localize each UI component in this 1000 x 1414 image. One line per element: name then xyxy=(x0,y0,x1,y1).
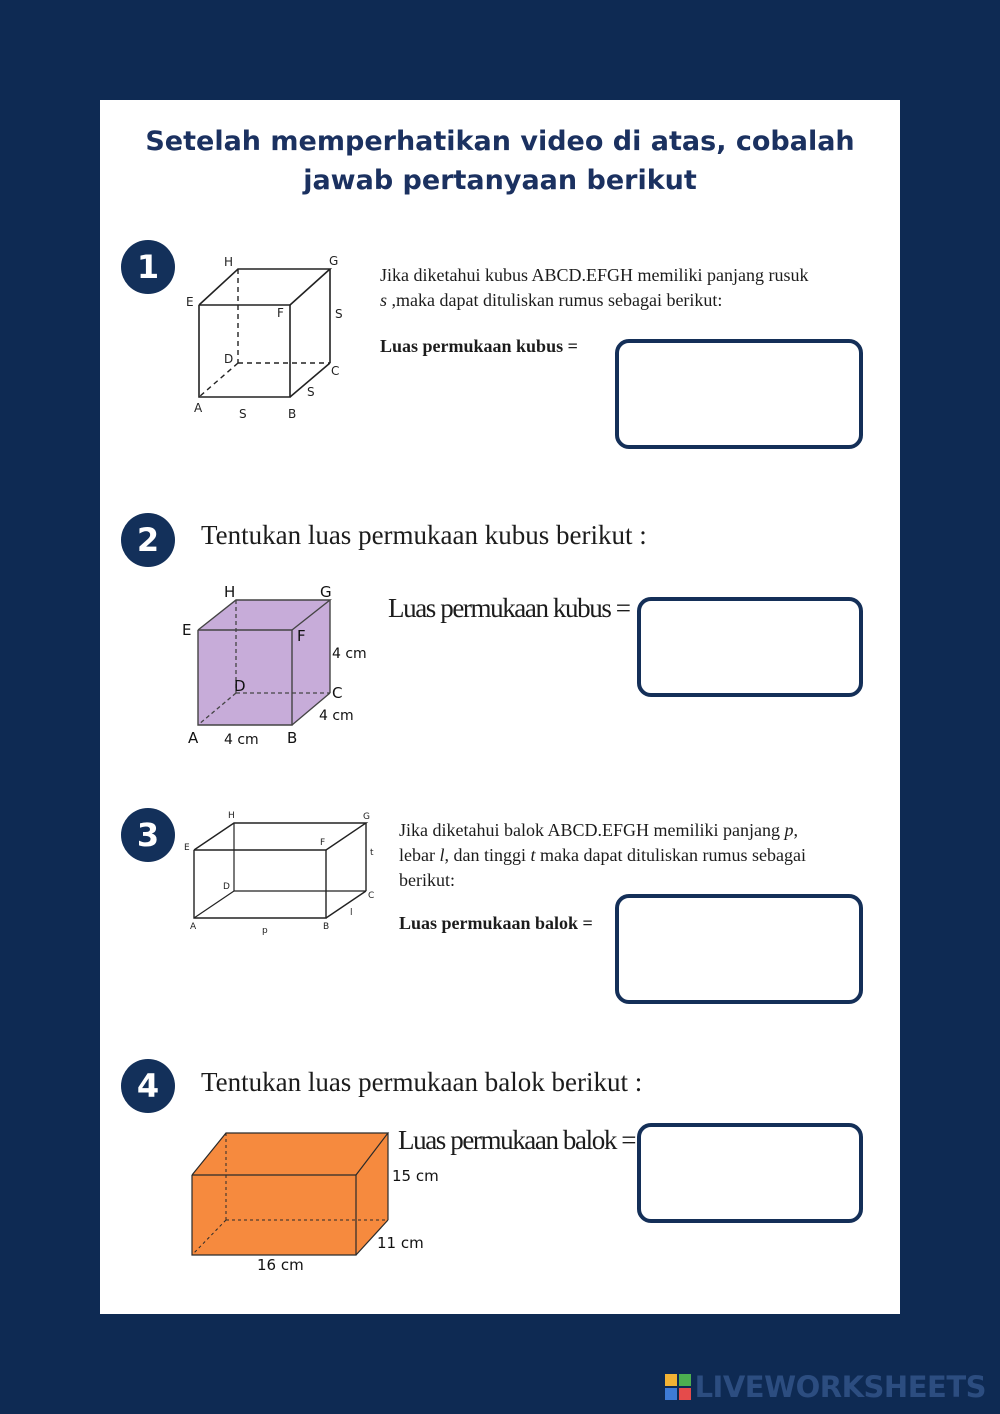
watermark xyxy=(665,1370,986,1404)
cube-2-label-d: D xyxy=(234,677,246,695)
cuboid-3-label-t: t xyxy=(370,848,374,858)
question-3-answer-label: Luas permukaan balok = xyxy=(399,913,593,933)
liveworksheets-logo-icon xyxy=(665,1374,691,1400)
question-3-line-1: Jika diketahui balok ABCD.EFGH memiliki panjang p, xyxy=(399,820,798,840)
question-2-prompt: Tentukan luas permukaan kubus berikut : xyxy=(201,520,647,550)
question-3-line-3: berikut: xyxy=(399,870,455,890)
cube-2-label-g: G xyxy=(320,583,332,601)
cuboid-4-dim-length: 16 cm xyxy=(257,1256,304,1274)
cuboid-4-dim-height: 15 cm xyxy=(392,1167,439,1185)
page-title xyxy=(0,122,1000,200)
cube-2-label-b: B xyxy=(287,729,298,747)
question-3-badge: 3 xyxy=(121,808,175,862)
answer-input-4[interactable] xyxy=(637,1123,863,1223)
question-4-badge: 4 xyxy=(121,1059,175,1113)
cuboid-3-label-d: D xyxy=(223,882,230,892)
cube-1-label-f: F xyxy=(277,306,284,320)
question-3-text xyxy=(399,818,869,893)
question-1-text xyxy=(380,263,880,313)
answer-input-1[interactable] xyxy=(615,339,863,449)
cube-2-label-e: E xyxy=(182,621,192,639)
cube-2-label-c: C xyxy=(332,684,343,702)
cube-1-label-b: B xyxy=(288,407,297,421)
cuboid-3-label-b: B xyxy=(323,922,330,932)
variable-p: p xyxy=(784,820,794,840)
cuboid-3-label-e: E xyxy=(184,843,190,853)
title-line-1: Setelah memperhatikan video di atas, cobalah xyxy=(145,126,855,157)
question-1-badge: 1 xyxy=(121,240,175,294)
cuboid-3-label-f: F xyxy=(320,838,326,848)
cuboid-3-label-g: G xyxy=(363,812,370,822)
cube-1-label-s-bottom: S xyxy=(239,407,247,421)
cube-2-dim-height: 4 cm xyxy=(332,646,367,662)
cuboid-4-solid xyxy=(192,1133,388,1255)
question-2-answer-label: Luas permukaan kubus = xyxy=(388,593,630,623)
variable-l: l xyxy=(439,845,445,865)
cube-2-label-h: H xyxy=(224,583,236,601)
cuboid-figure-3 xyxy=(180,805,380,940)
variable-s: s xyxy=(380,290,388,310)
cuboid-4-dim-width: 11 cm xyxy=(377,1234,424,1252)
question-2-badge: 2 xyxy=(121,513,175,567)
question-4-answer-label: Luas permukaan balok = xyxy=(398,1125,636,1155)
question-1-line-2: s ,maka dapat dituliskan rumus sebagai berikut: xyxy=(380,290,723,310)
cube-2-dim-depth: 4 cm xyxy=(319,708,354,724)
cube-1-label-d: D xyxy=(224,352,234,366)
cuboid-3-label-c: C xyxy=(368,891,375,901)
cube-figure-1 xyxy=(180,250,360,425)
question-1-answer-label: Luas permukaan kubus = xyxy=(380,336,578,356)
cuboid-3-label-a: A xyxy=(190,922,197,932)
cube-2-label-a: A xyxy=(188,729,199,747)
cube-1-label-e: E xyxy=(186,295,194,309)
cuboid-3-label-h: H xyxy=(228,811,235,821)
cuboid-3-label-p: p xyxy=(262,926,268,936)
cube-1-label-a: A xyxy=(194,401,203,415)
cube-2-label-f: F xyxy=(297,627,306,645)
question-3-line-2: lebar l, dan tinggi t maka dapat dituliskan rumus sebagai xyxy=(399,845,806,865)
cube-2-solid xyxy=(198,600,330,725)
question-4-prompt: Tentukan luas permukaan balok berikut : xyxy=(201,1067,643,1097)
cube-1-label-c: C xyxy=(331,364,340,378)
cube-figure-2 xyxy=(178,578,388,753)
question-1-line-1: Jika diketahui kubus ABCD.EFGH memiliki panjang rusuk xyxy=(380,265,809,285)
variable-t: t xyxy=(530,845,536,865)
title-line-2: jawab pertanyaan berikut xyxy=(303,165,697,196)
cube-1-top-face xyxy=(199,269,330,305)
answer-input-2[interactable] xyxy=(637,597,863,697)
cube-1-label-s-depth: S xyxy=(307,385,315,399)
cube-1-label-h: H xyxy=(224,255,234,269)
cube-1-label-g: G xyxy=(329,254,339,268)
answer-input-3[interactable] xyxy=(615,894,863,1004)
cube-2-dim-width: 4 cm xyxy=(224,732,259,748)
cuboid-3-label-l: l xyxy=(350,908,353,918)
cube-1-label-s-right: S xyxy=(335,307,343,321)
watermark-text: LIVEWORKSHEETS xyxy=(694,1370,986,1404)
